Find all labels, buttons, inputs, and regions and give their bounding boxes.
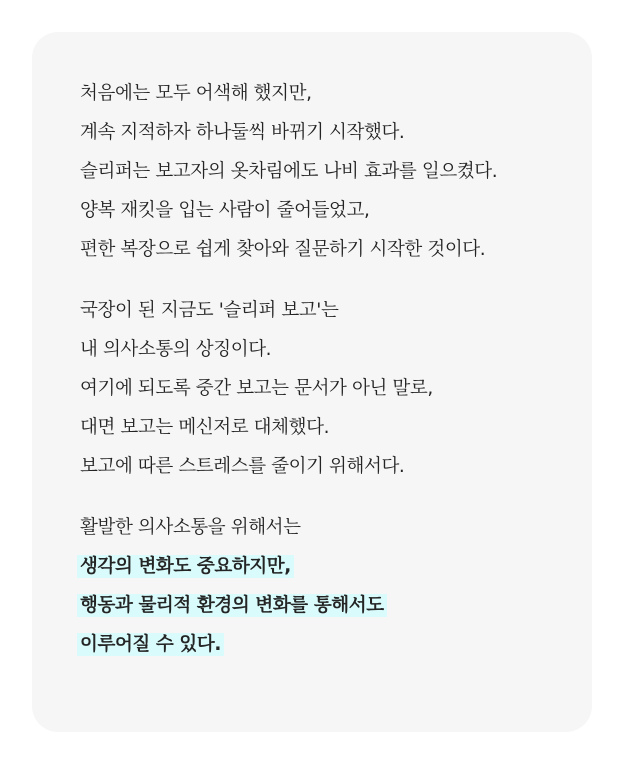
text-line: 편한 복장으로 쉽게 찾아와 질문하기 시작한 것이다. (80, 239, 486, 260)
highlight-mark: 이루어질 수 있다. (77, 633, 224, 656)
text-line: 계속 지적하자 하나둘씩 바뀌기 시작했다. (80, 122, 405, 143)
paragraph-3 (80, 508, 580, 664)
highlighted-line (80, 547, 580, 586)
highlight-mark: 생각의 변화도 중요하지만, (77, 555, 294, 578)
text-line: 활발한 의사소통을 위해서는 (80, 517, 301, 538)
text-content (80, 74, 580, 664)
text-card (32, 32, 592, 732)
paragraph-2 (80, 291, 580, 486)
text-line: 국장이 된 지금도 '슬리퍼 보고'는 (80, 300, 339, 321)
text-line: 슬리퍼는 보고자의 옷차림에도 나비 효과를 일으켰다. (80, 161, 498, 182)
paragraph-1 (80, 74, 580, 269)
text-line: 처음에는 모두 어색해 했지만, (80, 83, 312, 104)
text-line: 양복 재킷을 입는 사람이 줄어들었고, (80, 200, 370, 221)
highlight-mark: 행동과 물리적 환경의 변화를 통해서도 (77, 594, 387, 617)
highlighted-line (80, 625, 580, 664)
text-line: 내 의사소통의 상징이다. (80, 339, 272, 360)
text-line: 여기에 되도록 중간 보고는 문서가 아닌 말로, (80, 378, 433, 399)
highlighted-line (80, 586, 580, 625)
text-line: 대면 보고는 메신저로 대체했다. (80, 417, 330, 438)
text-line: 보고에 따른 스트레스를 줄이기 위해서다. (80, 456, 405, 477)
